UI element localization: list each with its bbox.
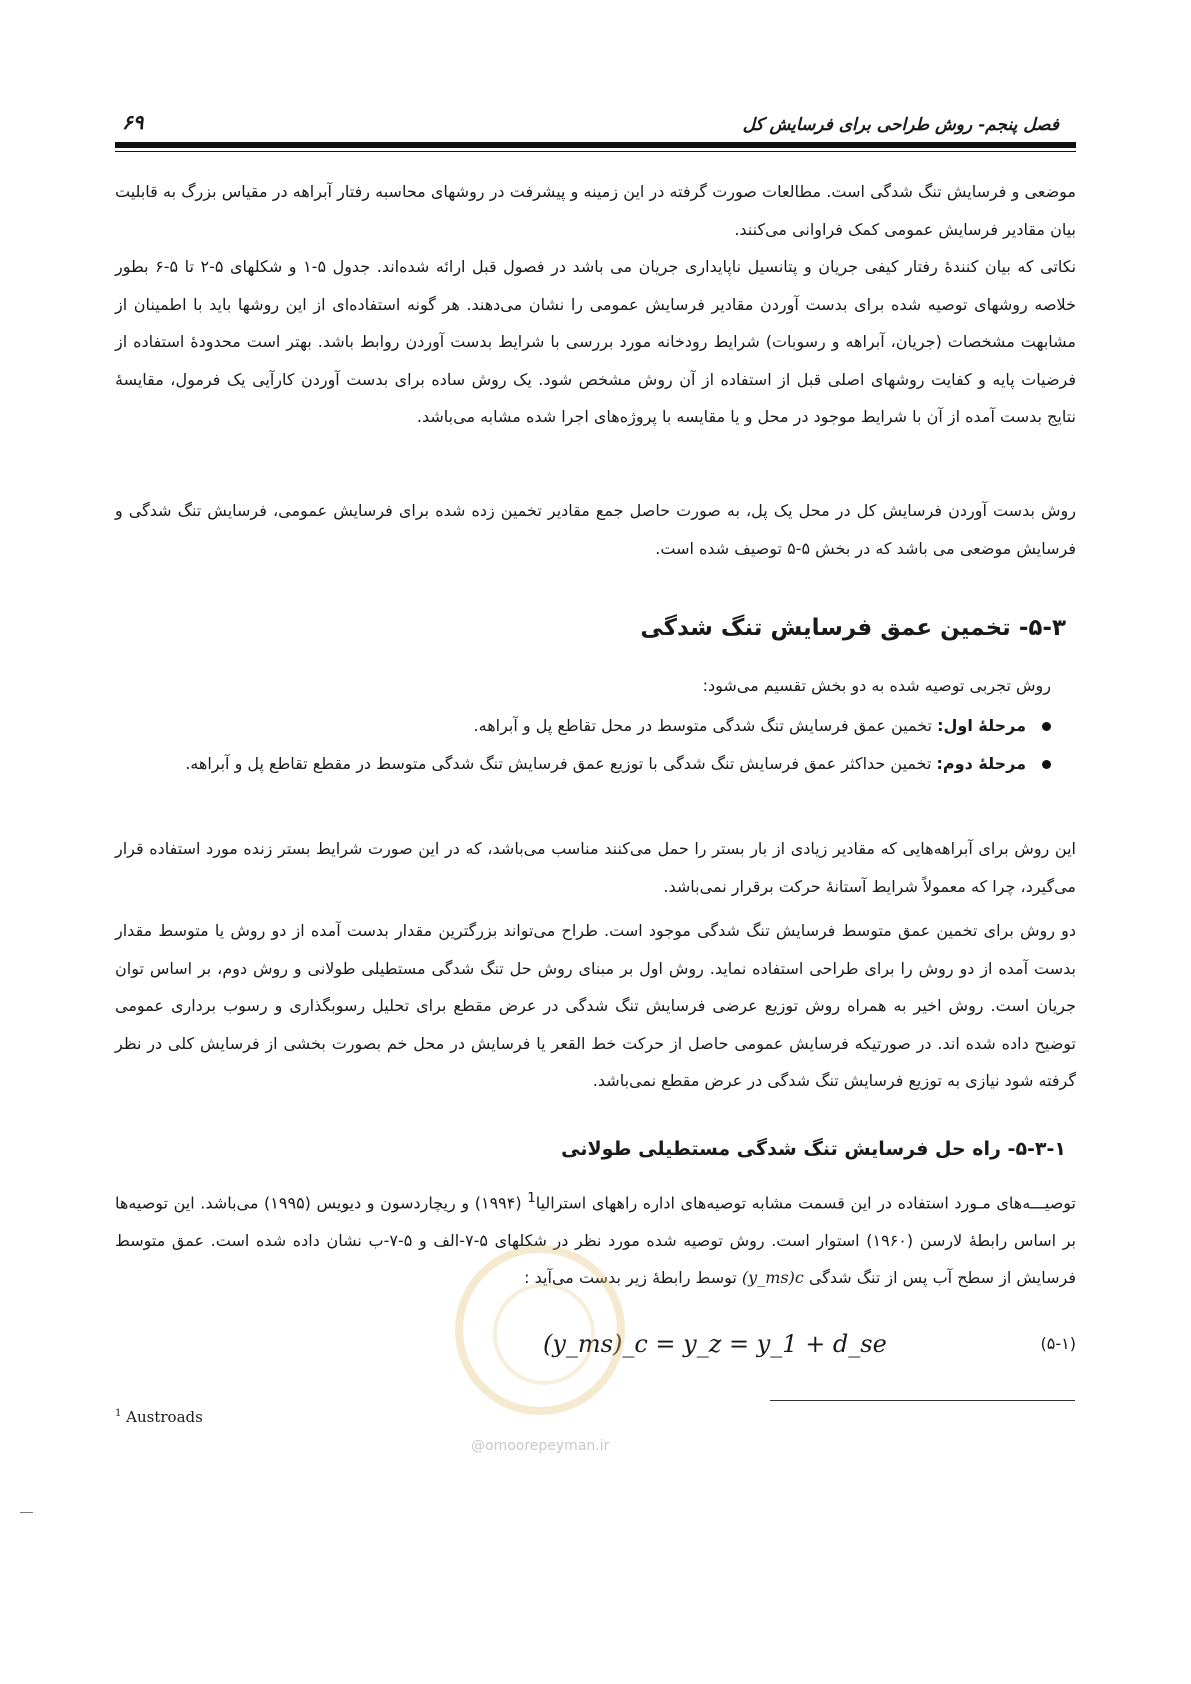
footnote-divider — [770, 1400, 1075, 1401]
section-paragraph-1: این روش برای آبراهه‌هایی که مقادیر زیادی از بار بستر را حمل می‌کنند مناسب می‌باشد، که در این صورت شرایط بستر زنده مورد استفاده قرار می‌گیرد، چرا که معمولاً شرایط آستانهٔ حرکت برقرار نمی‌باشد. — [115, 839, 1076, 896]
footnote-marker: 1 — [115, 1408, 122, 1419]
subsection-text-b: (۱۹۹۴) و ریچاردسون و دیویس (۱۹۹۵) می‌باشد. این توصیه‌ها بر اساس رابطهٔ لارسن (۱۹۶۰) استوار است. روش توصیه شده مورد نظر در شکلهای ۵-۷-الف و ۵-۷-ب نشان داده شده است. عمق متوسط فرسایش از سطح آب پس از تنگ شدگی — [115, 1193, 1076, 1288]
bullet-label: مرحلهٔ اول: — [937, 716, 1026, 735]
section-paragraph-2: دو روش برای تخمین عمق متوسط فرسایش تنگ شدگی موجود است. طراح می‌تواند بزرگترین مقدار بدست آمده از دو روش یا متوسط مقدار بدست آمده از دو روش را برای طراحی استفاده نماید. روش اول بر مبنای روش حل تنگ شدگی مستطیلی طولانی و روش دوم، بر اساس توان جریان است. روش اخیر به همراه روش توزیع عرضی فرسایش تنگ شدگی در عرض مقطع برای تحلیل رسوبگذاری و رسوب برداری عمومی توضیح داده شده اند. در صورتیکه فرسایش عمومی حاصل از حرکت خط القعر یا فرسایش در محل خم بصورت بخشی از فرسایش کلی در نظر گرفته شود نیازی به توزیع فرسایش تنگ شدگی در عرض مقطع نمی‌باشد. — [115, 921, 1076, 1090]
bullet-text: تخمین عمق فرسایش تنگ شدگی متوسط در محل تقاطع پل و آبراهه. — [473, 716, 938, 735]
equation-number: (۵-۱) — [1040, 1334, 1076, 1353]
page-number: ۶۹ — [122, 110, 144, 134]
watermark-site: @omoorepeyman.ir — [471, 1438, 610, 1454]
subsection-text-a: توصیـــه‌های مـورد استفاده در این قسمت مشابه توصیه‌های اداره راههای استرالیا — [535, 1193, 1077, 1213]
intro-paragraph-3: روش بدست آوردن فرسایش کل در محل یک پل، به صورت حاصل جمع مقادیر تخمین زده شده برای فرسایش عمومی، فرسایش تنگ شدگی و فرسایش موضعی می باشد که در بخش ۵-۵ توصیف شده است. — [115, 501, 1076, 558]
bullet-label: مرحلهٔ دوم: — [936, 753, 1026, 773]
bullet-item-1 — [115, 707, 1051, 745]
subsection-paragraph — [115, 1180, 1076, 1297]
footnote-reference: 1 — [527, 1191, 536, 1206]
bullet-dot — [1042, 760, 1051, 769]
bullet-dot — [1042, 722, 1051, 731]
intro-paragraph-1: موضعی و فرسایش تنگ شدگی است. مطالعات صورت گرفته در این زمینه و پیشرفت در روشهای محاسبه رفتار آبراهه در مقیاس بزرگ به قابلیت بیان مقادیر فرسایش عمومی کمک فراوانی می‌کنند. — [115, 182, 1076, 239]
section-lead: روش تجربی توصیه شده به دو بخش تقسیم می‌شود: — [702, 676, 1051, 695]
section-heading-5-3-1: ۵-۳-۱- راه حل فرسایش تنگ شدگی مستطیلی طولانی — [561, 1138, 1066, 1160]
bullet-list — [115, 707, 1076, 782]
intro-paragraph-2: نکاتی که بیان کنندهٔ رفتار کیفی جریان و پتانسیل ناپایداری جریان می باشد در فصول قبل ارائه شده‌اند. جدول ۵-۱ و شکلهای ۵-۲ تا ۵-۶ بطور خلاصه روشهای توصیه شده برای بدست آوردن مقادیر فرسایش عمومی را نشان می‌دهند. هر گونه استفاده‌ای از این روشها باید با اطمینان از مشابهت مشخصات (جریان، آبراهه و رسوبات) شرایط رودخانه مورد بررسی با شرایط بدست آوردن روابط باشد. بهتر است محدودهٔ استفاده از فرضیات پایه و کفایت روشهای اصلی قبل از استفاده از آن روش مشخص شود. یک روش ساده برای بدست آوردن کارآیی یک فرمول، مقایسهٔ نتایج بدست آمده از آن با شرایط موجود در محل و یا مقایسه با پروژه‌های اجرا شده مشابه می‌باشد. — [115, 257, 1077, 426]
equation-5-1 — [115, 1330, 1076, 1370]
bullet-item-2 — [115, 745, 1051, 783]
equation-expression: (y_ms)_c = y_z = y_1 + d_se — [543, 1330, 887, 1358]
header-rule-thin — [115, 151, 1076, 152]
footnote — [115, 1408, 203, 1426]
running-header-title: فصل پنجم- روش طراحی برای فرسایش کل — [742, 115, 1059, 135]
subsection-text-c: توسط رابطهٔ زیر بدست می‌آید : — [524, 1268, 742, 1288]
header-rule-thick — [115, 142, 1076, 148]
footnote-text: Austroads — [126, 1408, 203, 1426]
margin-tick — [20, 1512, 33, 1513]
section-heading-5-3: ۵-۳- تخمین عمق فرسایش تنگ شدگی — [640, 615, 1066, 641]
inline-variable: (y_ms)c — [741, 1268, 804, 1288]
bullet-text: تخمین حداکثر عمق فرسایش تنگ شدگی با توزیع عمق فرسایش تنگ شدگی متوسط در مقطع تقاطع پل و آبراهه. — [185, 753, 937, 773]
